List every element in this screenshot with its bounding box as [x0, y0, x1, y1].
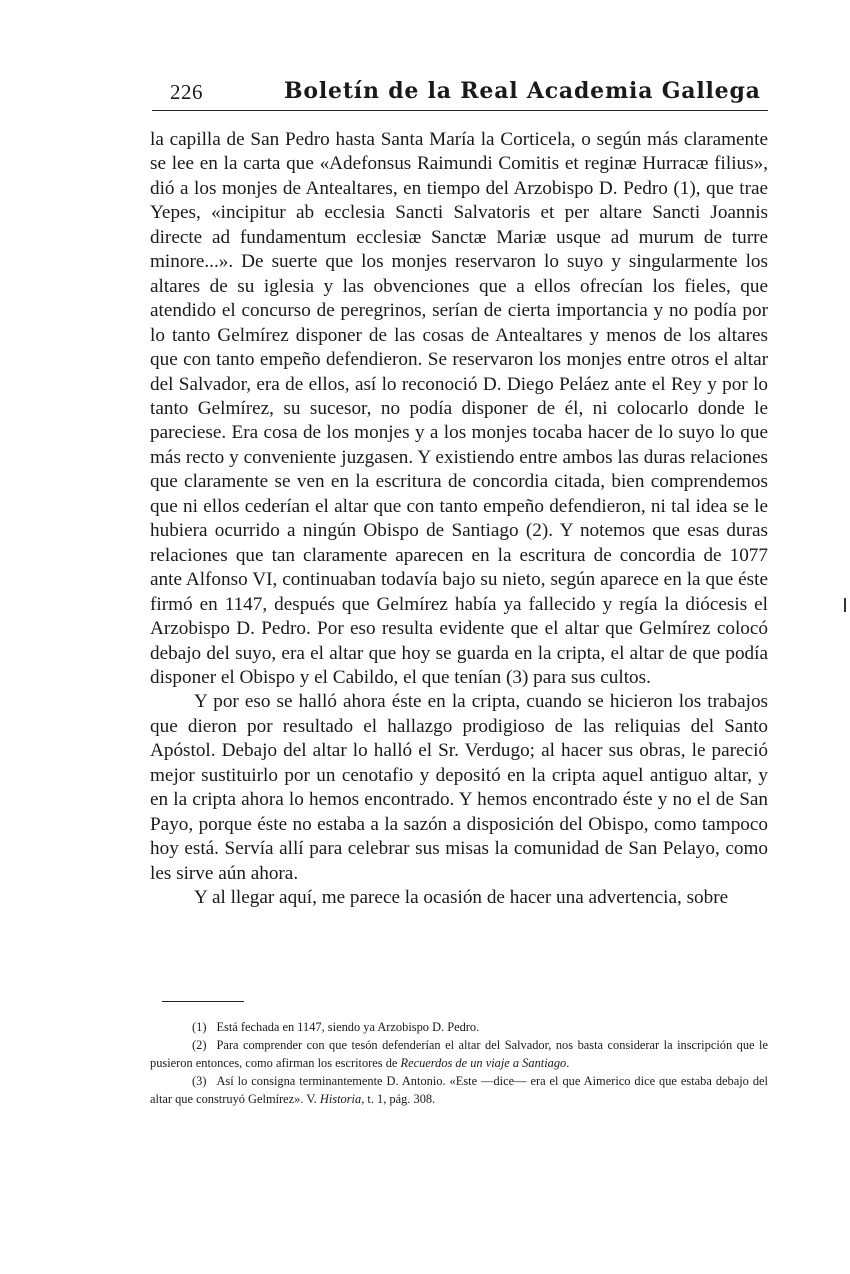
page-number: 226: [170, 80, 203, 104]
footnote-text: Así lo consigna terminantemente D. Antonio. «Este —dice— era el que Aimerico dice que estaba debajo del altar que construyó Gelmírez». V.: [150, 1074, 768, 1106]
footnote-text: Para comprender con que tesón defenderían el altar del Salvador, nos basta considerar la inscripción que le pusieron entonces, como afirman los escritores de: [150, 1038, 768, 1070]
footnote-1: [150, 1018, 768, 1036]
footnote-text-end: , t. 1, pág. 308.: [361, 1092, 436, 1106]
margin-mark: [844, 598, 846, 612]
running-head: [152, 78, 768, 111]
footnotes: [150, 1018, 768, 1108]
footnote-number: (1): [192, 1020, 207, 1034]
footnote-title-italic: Historia: [319, 1092, 362, 1106]
paragraph-3: Y al llegar aquí, me parece la ocasión de hacer una advertencia, sobre: [194, 887, 729, 909]
paragraph-1: la capilla de San Pedro hasta Santa María la Corticela, o según más claramente se lee en la carta que «Adefonsus Raimundi Comitis et reginæ Hurracæ filius», dió a los monjes de Antealtares, en tiempo del Arzobispo D. Pedro (1), que trae Yepes, «incipitur ab ecclesia Sancti Salvatoris et per altare Sancti Joannis directe ad fundamentum ecclesiæ Sanctæ Mariæ usque ad murum de turre minore...». De suerte que los monjes reservaron lo suyo y singularmente los altares de su iglesia y las obvenciones que a ellos ofrecían los fieles, que atendido el concurso de peregrinos, serían de cierta importancia y no podía por lo tanto Gelmírez disponer de las cosas de Antealtares y menos de los altares que con tanto empeño defendieron. Se reservaron los monjes entre otros el altar del Salvador, era de ellos, así lo reconoció D. Diego Peláez ante el Rey y por lo tanto Gelmírez, su sucesor, no podía disponer de él, ni colocarlo donde le pareciese. Era cosa de los monjes y a los monjes tocaba hacer de lo suyo lo que más recto y conveniente juzgasen. Y existiendo entre ambos las duras relaciones que claramente se ven en la escritura de concordia citada, bien comprendemos que ni ellos cederían el altar que con tanto empeño defendieron, ni tal idea se le hubiera ocurrido a ningún Obispo de Santiago (2). Y notemos que esas duras relaciones que tan claramente aparecen en la escritura de concordia de 1077 ante Alfonso VI, continuaban todavía bajo su nieto, según aparece en la que éste firmó en 1147, después que Gelmírez había ya fallecido y regía la diócesis el Arzobispo D. Pedro. Por eso resulta evidente que el altar que Gelmírez colocó debajo del suyo, era el altar que hoy se guarda en la cripta, el altar de que podía disponer el Obispo y el Cabildo, el que tenían (3) para sus cultos.: [150, 129, 768, 688]
paragraph-2: Y por eso se halló ahora éste en la cripta, cuando se hicieron los trabajos que dieron por resultado el hallazgo prodigioso de las reliquias del Santo Apóstol. Debajo del altar lo halló el Sr. Verdugo; al hacer sus obras, le pareció mejor sustituirlo por un cenotafio y depositó en la cripta aquel antiguo altar, y en la cripta ahora lo hemos encontrado. Y hemos encontrado éste y no el de San Payo, porque éste no estaba a la sazón a disposición del Obispo, como tampoco hoy está. Servía allí para celebrar sus misas la comunidad de San Pelayo, como les sirve aún ahora.: [150, 691, 768, 884]
footnote-text: Está fechada en 1147, siendo ya Arzobispo D. Pedro.: [216, 1020, 480, 1034]
footnote-number: (3): [192, 1074, 207, 1088]
journal-title: Boletín de la Real Academia Gallega: [284, 78, 761, 104]
footnote-divider: [162, 1001, 244, 1002]
body-text: [150, 128, 768, 911]
footnote-3: [150, 1072, 768, 1108]
footnote-number: (2): [192, 1038, 207, 1052]
footnote-text-end: .: [566, 1056, 570, 1070]
footnote-title-italic: Recuerdos de un viaje a Santiago: [400, 1056, 567, 1070]
footnote-2: [150, 1036, 768, 1072]
